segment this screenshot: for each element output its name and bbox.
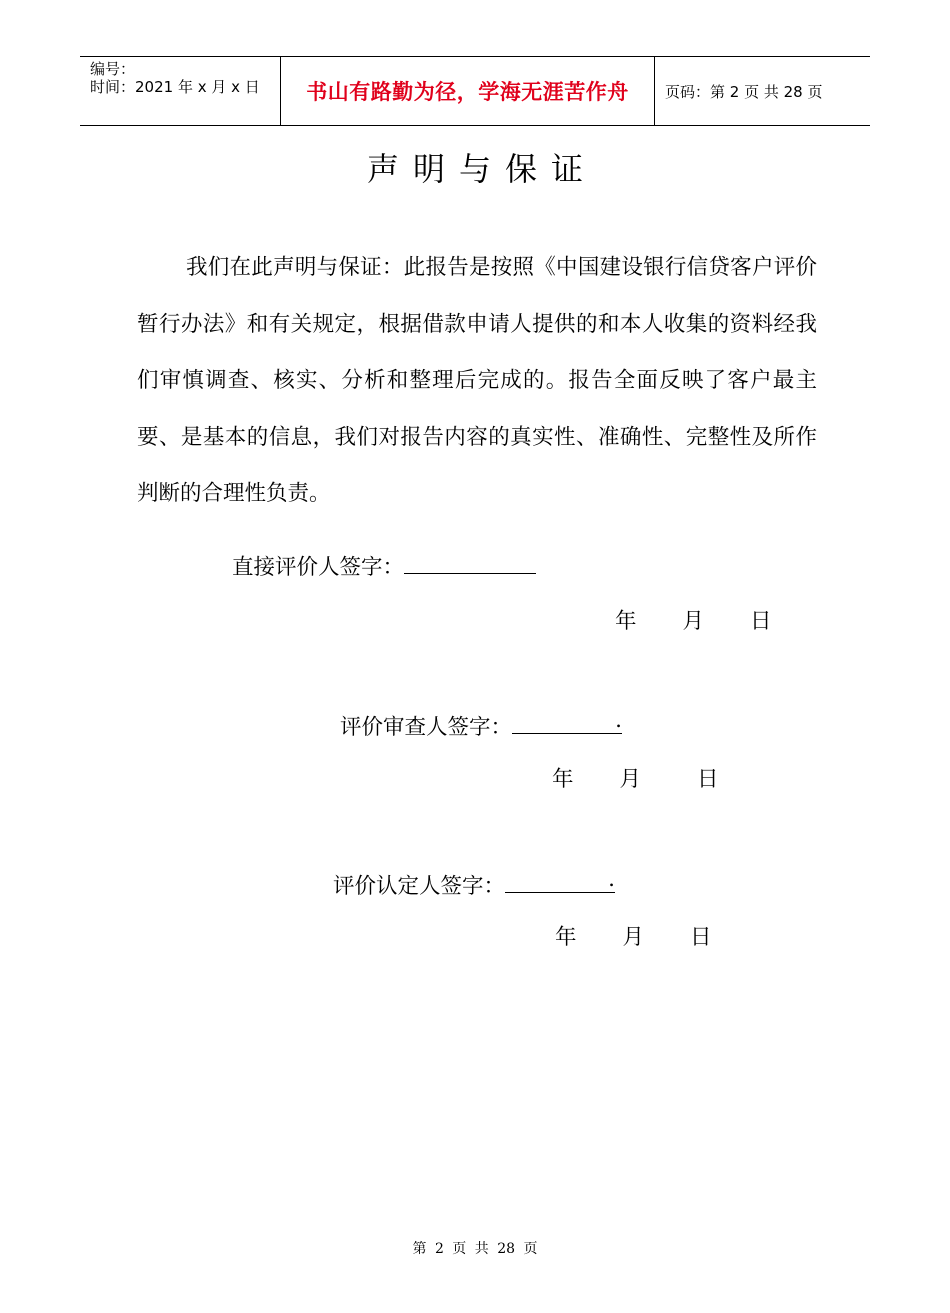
date-line-2	[552, 762, 719, 793]
date-line-3	[555, 920, 712, 951]
page-header	[80, 56, 870, 126]
header-meta-cell	[80, 57, 281, 125]
signature-direct-evaluator	[232, 550, 536, 581]
date-month: 月	[682, 609, 705, 634]
document-number-label: 编号：	[90, 60, 136, 78]
date-month: 月	[619, 767, 642, 792]
signature-line[interactable]	[505, 867, 615, 893]
signature-label: 评价审查人签字：	[340, 715, 513, 740]
signature-label: 评价认定人签字：	[333, 874, 506, 899]
header-motto-cell	[281, 57, 655, 125]
signature-approval-evaluator	[333, 867, 615, 900]
date-year: 年	[555, 925, 577, 950]
date-day: 日	[690, 925, 712, 950]
date-year: 年	[615, 609, 637, 634]
header-page-number: 页码：第 2 页 共 28 页	[665, 82, 823, 101]
signature-label: 直接评价人签字：	[232, 555, 405, 580]
date-day: 日	[750, 609, 772, 634]
date-line-1	[615, 604, 772, 635]
document-time-label: 时间：2021 年 x 月 x 日	[90, 78, 260, 96]
signature-suffix: .	[608, 867, 616, 892]
header-page-cell	[655, 57, 870, 125]
page-title: 声明与保证	[366, 150, 597, 188]
signature-line[interactable]	[404, 553, 536, 574]
signature-suffix: .	[615, 708, 623, 733]
date-year: 年	[552, 767, 574, 792]
signature-review-evaluator	[340, 708, 622, 741]
statement-paragraph: 我们在此声明与保证：此报告是按照《中国建设银行信贷客户评价暂行办法》和有关规定，根据借款申请人提供的和本人收集的资料经我们审慎调查、核实、分析和整理后完成的。报告全面反映了客户最主要、是基本的信息，我们对报告内容的真实性、准确性、完整性及所作判断的合理性负责。	[137, 255, 817, 506]
date-month: 月	[622, 925, 645, 950]
signature-line[interactable]	[512, 708, 622, 734]
date-day: 日	[697, 767, 719, 792]
header-motto: 书山有路勤为径，学海无涯苦作舟	[306, 80, 629, 104]
page-footer: 第 2 页 共 28 页	[412, 1241, 538, 1257]
